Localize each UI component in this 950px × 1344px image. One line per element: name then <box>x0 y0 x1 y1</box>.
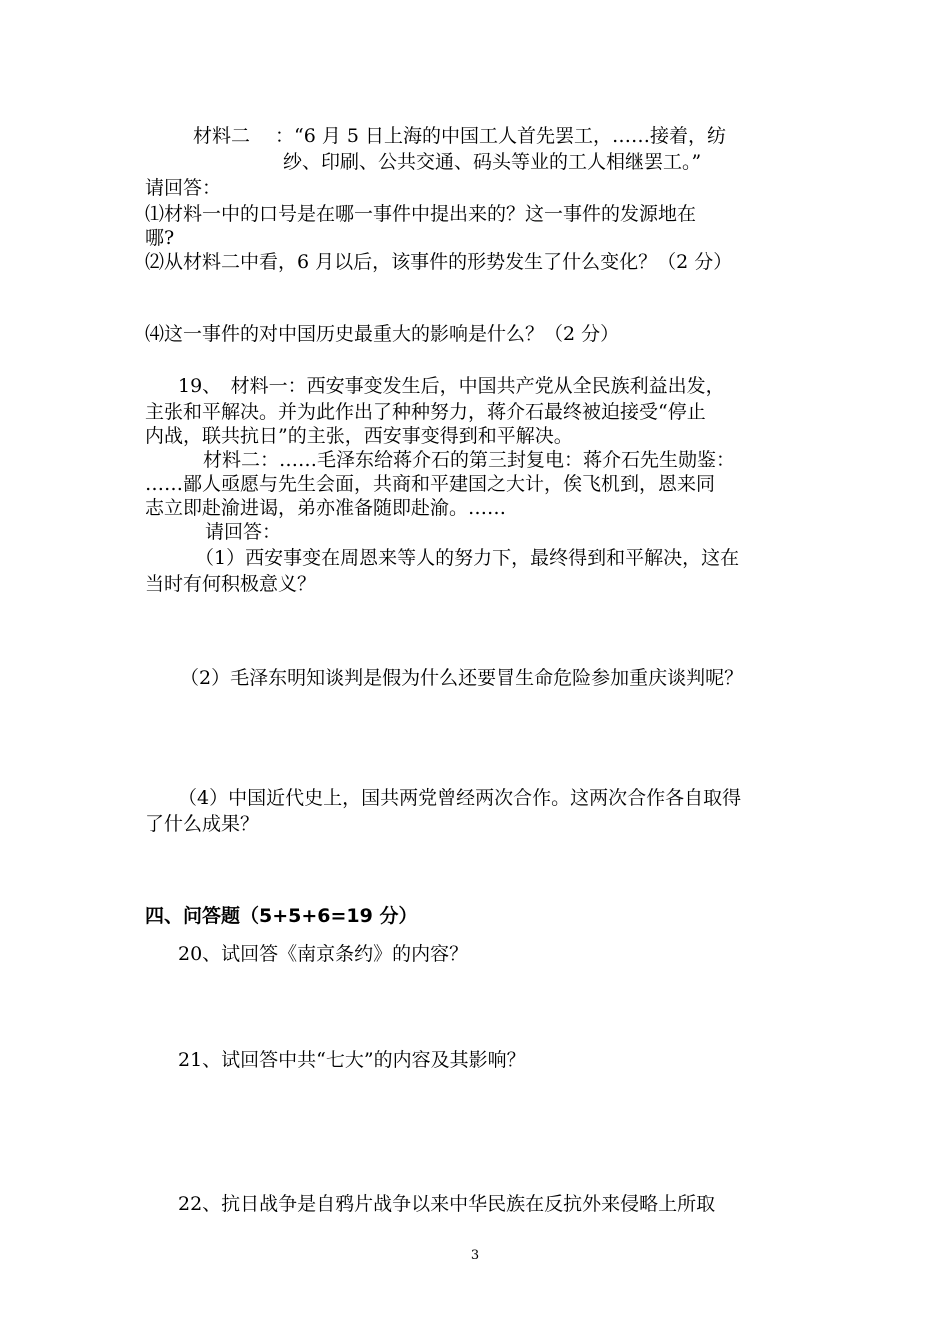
q19-sub2: （2）毛泽东明知谈判是假为什么还要冒生命危险参加重庆谈判呢？ <box>180 667 744 689</box>
q21: 21、试回答中共“七大”的内容及其影响？ <box>178 1049 526 1071</box>
section-4-title: 四、问答题（5+5+6=19 分） <box>145 905 418 927</box>
q19-m2-line2: ……鄙人亟愿与先生会面，共商和平建国之大计，俟飞机到，恩来同 <box>145 473 716 495</box>
q18-sub4: ⑷这一事件的对中国历史最重大的影响是什么？（2 分） <box>145 323 620 345</box>
q19-m1-line2: 主张和平解决。并为此作出了种种努力，蒋介石最终被迫接受“停止 <box>145 401 706 423</box>
q18-material2-line1: 材料二 ：“6 月 5 日上海的中国工人首先罢工，……接着，纺 <box>193 125 727 147</box>
q18-sub2: ⑵从材料二中看，6 月以后，该事件的形势发生了什么变化？（2 分） <box>145 251 733 273</box>
q20: 20、试回答《南京条约》的内容？ <box>178 943 469 965</box>
q19-sub1-line1: （1）西安事变在周恩来等人的努力下，最终得到和平解决，这在 <box>195 547 740 569</box>
page-number: 3 <box>470 1248 480 1263</box>
q18-sub1-line1: ⑴材料一中的口号是在哪一事件中提出来的？这一事件的发源地在 <box>145 203 697 225</box>
q19-m1-line3: 内战，联共抗日”的主张，西安事变得到和平解决。 <box>145 425 573 447</box>
q19-sub4-line1: （4）中国近代史上，国共两党曾经两次合作。这两次合作各自取得 <box>178 787 742 809</box>
q22: 22、抗日战争是自鸦片战争以来中华民族在反抗外来侵略上所取 <box>178 1193 716 1215</box>
q19-sub1-line2: 当时有何积极意义？ <box>145 573 317 595</box>
q19-prompt: 请回答： <box>205 521 282 543</box>
q18-material2-line2: 纱、印刷、公共交通、码头等业的工人相继罢工。” <box>283 151 702 173</box>
q19-m2-line3: 志立即赴渝进谒，弟亦准备随即赴渝。…… <box>145 497 507 519</box>
q19-sub4-line2: 了什么成果？ <box>145 813 260 835</box>
q18-prompt: 请回答： <box>145 177 222 199</box>
q18-sub1-line2: 哪? <box>145 227 175 249</box>
q19-m2-line1: 材料二：……毛泽东给蒋介石的第三封复电：蒋介石先生勋鉴： <box>203 449 736 471</box>
q19-m1-line1: 19、 材料一：西安事变发生后，中国共产党从全民族利益出发， <box>178 375 725 397</box>
